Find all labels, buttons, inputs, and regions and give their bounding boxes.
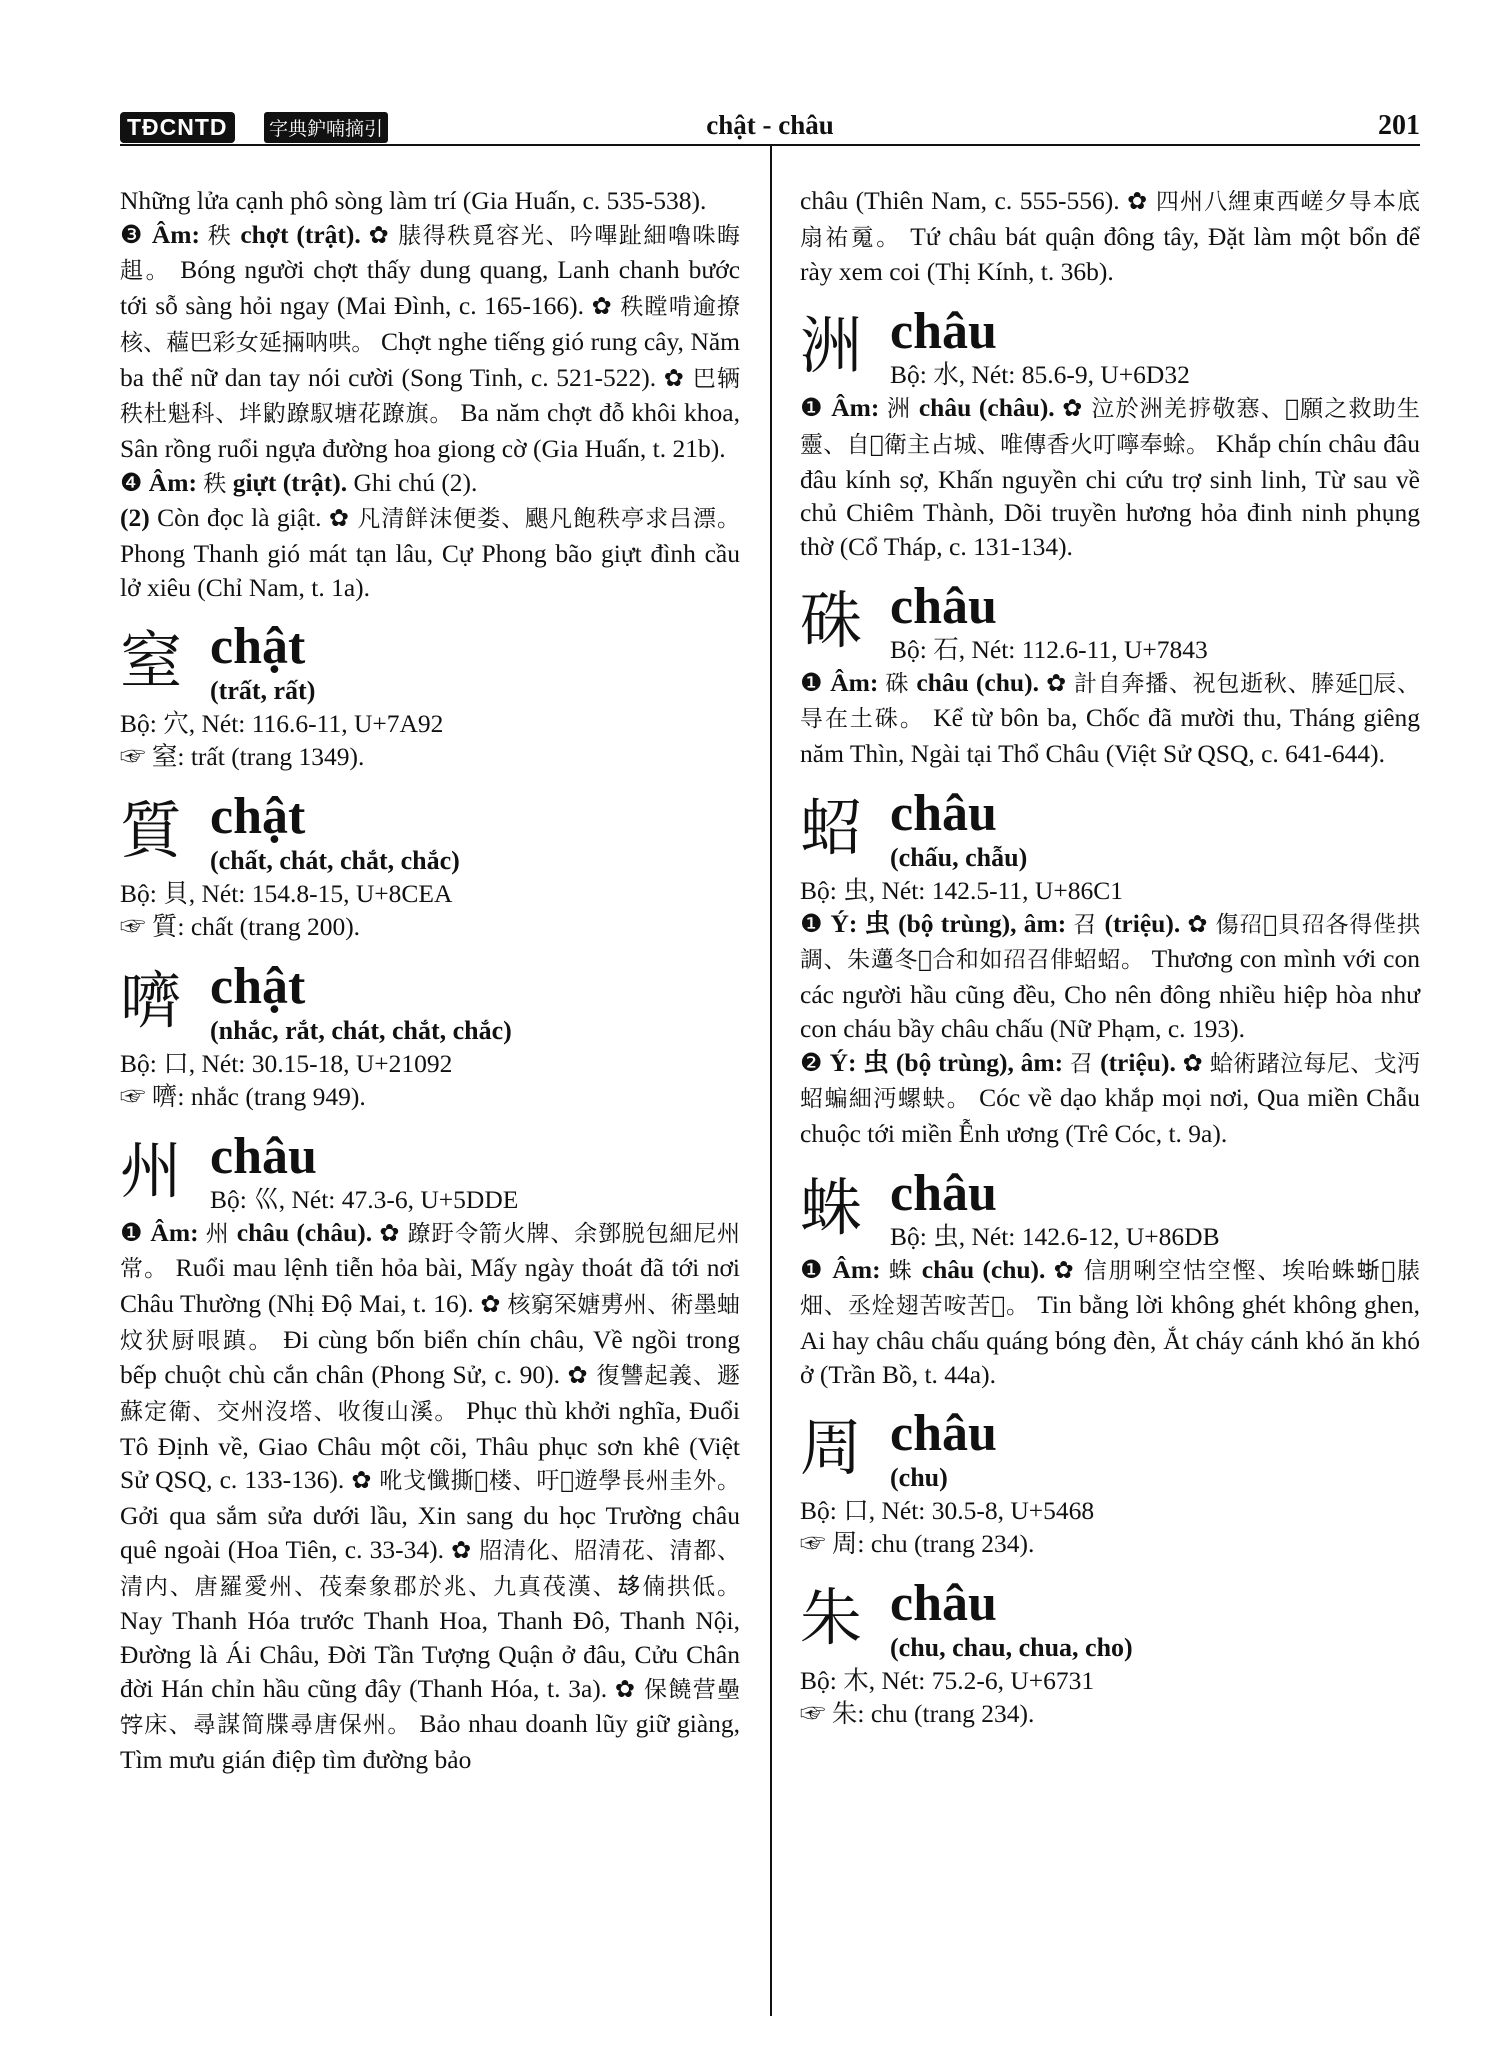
flower-icon: ✿ — [1182, 1050, 1204, 1077]
headword-char: 質 — [120, 794, 183, 868]
headword: chật — [210, 618, 306, 676]
cross-reference: ☞ 嚌: nhắc (trang 949). — [120, 1081, 366, 1111]
alt-readings: (trất, rất) — [210, 676, 316, 706]
continued-text: Những lửa cạnh phô sòng làm trí (Gia Huấn, c. 535-538). — [120, 186, 707, 215]
continued-text: châu (Thiên Nam, c. 555-556). ✿ 四州八䋥東西嵯夕㝵本底扇祐䰟。 Tứ châu bát quận đông tây, Đặt làm một bổn để rày xem coi (Thị Kính, t. 36b). — [800, 186, 1421, 287]
entry-chau-1 — [120, 1127, 741, 1777]
page-number: 201 — [1378, 110, 1420, 141]
running-title: chật - châu — [706, 110, 834, 140]
cross-reference: ☞ 周: chu (trang 234). — [800, 1529, 1035, 1559]
headword-char: 嚌 — [120, 963, 183, 1037]
entry-chau-7 — [800, 1577, 1420, 1731]
sense-1: ❶ Âm: 州 châu (châu). ✿ 蹽趶令箭火牌、余鄧脱包細尼州常。 Ruổi mau lệnh tiễn hỏa bài, Mấy ngày thoát đã tới nơi Châu Thường (Nhị Độ Mai, t. 16). ✿ 核窮罙㜍旉州、術墨蚰炆犾厨哏蹎。 Đi cùng bốn biển chín châu, Về ngồi trong bếp chuột chù cắn chân (Phong Sử, c. 90). ✿ 復讐起義、遯蘇定衛、交州沒㙮、收復山溪。 Phục thù khởi nghĩa, Đuổi Tô Định về, Giao Châu một cõi, Thâu phục sơn khê (Việt Sử QSQ, c. 133-136). ✿ 吪戈懺撕𩄲楼、吁𨔍遊學長州圭外。 Gởi qua sắm sửa dưới lầu, Xin sang du học Trường châu quê ngoài (Hoa Tiên, c. 33-34). ✿ 牊清化、牊清花、清都、清内、唐羅愛州、茷秦象郡於兆、九真茷漢、𠫾㑲拱低。 Nay Thanh Hóa trước Thanh Hoa, Thanh Đô, Thanh Nội, Đường là Ái Châu, Đời Tần Tượng Quận ở đâu, Cửu Chân đời Hán chỉn hầu cũng đây (Thanh Hóa, t. 3a). ✿ 保饒营壘𡨸床、尋謀简牒尋唐保州。 Bảo nhau doanh lũy giữ giàng, Tìm mưu gián điệp tìm đường bảo — [120, 1217, 741, 1775]
sense-1: ❶ Âm: 硃 châu (chu). ✿ 計自奔播、祝包逝秋、䏾延𣎃辰、㝵在土硃。 Kể từ bôn ba, Chốc đã mười thu, Tháng giêng năm Thìn, Ngài tại Thổ Châu (Việt Sử QSQ, c. 641-644). — [800, 667, 1421, 769]
entry-chau-4 — [800, 784, 1420, 1151]
sense-2: ❷ Ý: 虫 (bộ trùng), âm: 召 (triệu). ✿ 蛤術踷泣每尼、戈沔蛁蝙細沔螺蚗。 Cóc về dạo khắp mọi nơi, Qua miền Chẫu chuộc tới miền Ễnh ương (Trê Cóc, t. 9a). — [800, 1047, 1420, 1148]
flower-icon: ✿ — [1127, 189, 1149, 215]
logo-han-nom: 字典鈩喃摘引 — [264, 112, 388, 143]
radical-info: Bộ: 木, Nét: 75.2-6, U+6731 — [800, 1666, 1095, 1696]
radical-info: Bộ: 口, Nét: 30.15-18, U+21092 — [120, 1048, 453, 1078]
page-header — [120, 108, 1420, 146]
logo-tdcntd: TĐCNTD — [120, 112, 235, 143]
radical-info: Bộ: 虫, Nét: 142.5-11, U+86C1 — [800, 875, 1123, 905]
sense-1: ❶ Âm: 洲 châu (châu). ✿ 泣於洲羌𢭸敬㥶、𢘾願之救助生靈、自𨅸衛主占城、唯傳香火叮嚀奉蜍。 Khắp chín châu đâu đâu kính sợ, Khấn nguyền chi cứu trợ sinh linh, Từ sau về chủ Chiêm Thành, Dõi truyền hương hỏa đinh ninh phụng thờ (Cổ Tháp, c. 131-134). — [800, 393, 1421, 561]
headword: châu — [890, 1164, 997, 1222]
entry-chau-2 — [800, 305, 1420, 564]
headword-char: 州 — [120, 1133, 183, 1207]
headword-char: 朱 — [800, 1581, 863, 1655]
flower-icon: ✿ — [1046, 670, 1067, 697]
entry-chat-3 — [120, 957, 740, 1114]
alt-readings: (chấu, chẫu) — [890, 842, 1028, 872]
sense-1: ❶ Ý: 虫 (bộ trùng), âm: 召 (triệu). ✿ 傷𡥙𨉟貝𡥙各得𠈺拱調、朱𨙚冬𩀳合和如𡥙召俳蛁蛁。 Thương con mình với con các người hầu cũng đều, Cho nên đông nhiều hiệp hòa như con cháu bầy châu chấu (Nữ Phạm, c. 193). — [800, 908, 1420, 1043]
sense-3: ❸ Âm: 秩 chợt (trật). ✿ 脿得秩覓容光、吟嗶趾細嚕咮晦趄。 Bóng người chợt thấy dung quang, Lanh chanh bước tới sỗ sàng hỏi ngay (Mai Đình, c. 165-166). ✿ 秩瞠啃逾撩核、藲巴彩女延掚呐哄。 Chợt nghe tiếng gió rung cây, Năm ba thể nữ dan tay nói cười (Song Tinh, c. 521-522). ✿ 巴辆秩杜魁科、坢䶂蹽馭塘花蹽旗。 Ba năm chợt đỗ khôi khoa, Sân rồng ruổi ngựa đường hoa giong cờ (Gia Huấn, t. 21b). — [120, 219, 741, 463]
flower-icon: ✿ — [614, 1676, 637, 1703]
headword: châu — [890, 1575, 997, 1633]
entry-chau-6 — [800, 1407, 1420, 1561]
flower-icon: ✿ — [480, 1291, 501, 1318]
alt-readings: (nhắc, rắt, chát, chắt, chắc) — [210, 1015, 512, 1045]
flower-icon: ✿ — [328, 506, 350, 533]
radical-info: Bộ: 虫, Nét: 142.6-12, U+86DB — [890, 1221, 1220, 1251]
flower-icon: ✿ — [1062, 396, 1084, 423]
flower-icon: ✿ — [379, 1220, 401, 1247]
headword-char: 蛁 — [800, 790, 863, 864]
cross-reference: ☞ 朱: chu (trang 234). — [800, 1699, 1035, 1729]
entry-chau-3 — [800, 577, 1421, 771]
alt-readings: (chu) — [890, 1463, 948, 1493]
radical-info: Bộ: 巛, Nét: 47.3-6, U+5DDE — [210, 1184, 519, 1214]
radical-info: Bộ: 穴, Nét: 116.6-11, U+7A92 — [120, 709, 444, 739]
headword: chật — [210, 957, 306, 1015]
alt-readings: (chu, chau, chua, cho) — [890, 1633, 1133, 1663]
headword: châu — [890, 577, 997, 635]
flower-icon: ✿ — [368, 222, 391, 249]
radical-info: Bộ: 水, Nét: 85.6-9, U+6D32 — [890, 360, 1190, 390]
headword-char: 周 — [800, 1411, 863, 1485]
flower-icon: ✿ — [663, 365, 686, 392]
headword-char: 蛛 — [800, 1170, 863, 1244]
sense-1: ❶ Âm: 蛛 châu (chu). ✿ 信朋唎空怙空慳、埃咍蛛𧋍𤈜脿畑、丞烇翅苦咹苦𢯏。 Tin bằng lời không ghét không ghen, Ai hay châu chấu quáng bóng đèn, Ắt cháy cánh khó ăn khó ở (Trần Bồ, t. 44a). — [800, 1254, 1421, 1389]
entry-chat-1 — [120, 620, 740, 774]
alt-readings: (chất, chát, chắt, chắc) — [210, 846, 460, 876]
sense-4: ❹ Âm: 秩 giựt (trật). Ghi chú (2). — [120, 467, 478, 497]
radical-info: Bộ: 口, Nét: 30.5-8, U+5468 — [800, 1496, 1095, 1526]
note-2: (2) Còn đọc là giật. ✿ 凡清䬺沫便娄、颶凡飽秩亭求吕漂。 Phong Thanh gió mát tạn lâu, Cự Phong bão giựt đình cầu lở xiêu (Chỉ Nam, t. 1a). — [120, 503, 741, 602]
headword: chật — [210, 788, 306, 846]
entry-chau-5 — [800, 1164, 1421, 1392]
flower-icon: ✿ — [1187, 911, 1209, 938]
left-column — [120, 184, 740, 1777]
headword: châu — [890, 784, 997, 842]
radical-info: Bộ: 石, Nét: 112.6-11, U+7843 — [890, 634, 1208, 664]
headword: châu — [210, 1127, 317, 1185]
flower-icon: ✿ — [591, 294, 613, 321]
radical-info: Bộ: 貝, Nét: 154.8-15, U+8CEA — [120, 879, 453, 909]
right-column — [800, 184, 1420, 1731]
cross-reference: ☞ 窒: trất (trang 1349). — [120, 742, 365, 772]
headword-char: 窒 — [120, 624, 183, 698]
flower-icon: ✿ — [451, 1537, 473, 1564]
column-divider — [770, 146, 772, 2016]
cross-reference: ☞ 質: chất (trang 200). — [120, 912, 361, 942]
headword-char: 硃 — [800, 583, 863, 657]
headword-char: 洲 — [800, 309, 863, 383]
entry-chat-2 — [120, 790, 740, 944]
headword: châu — [890, 1405, 997, 1463]
flower-icon: ✿ — [567, 1363, 589, 1390]
headword: châu — [890, 303, 997, 361]
flower-icon: ✿ — [351, 1468, 373, 1495]
flower-icon: ✿ — [1053, 1257, 1076, 1284]
